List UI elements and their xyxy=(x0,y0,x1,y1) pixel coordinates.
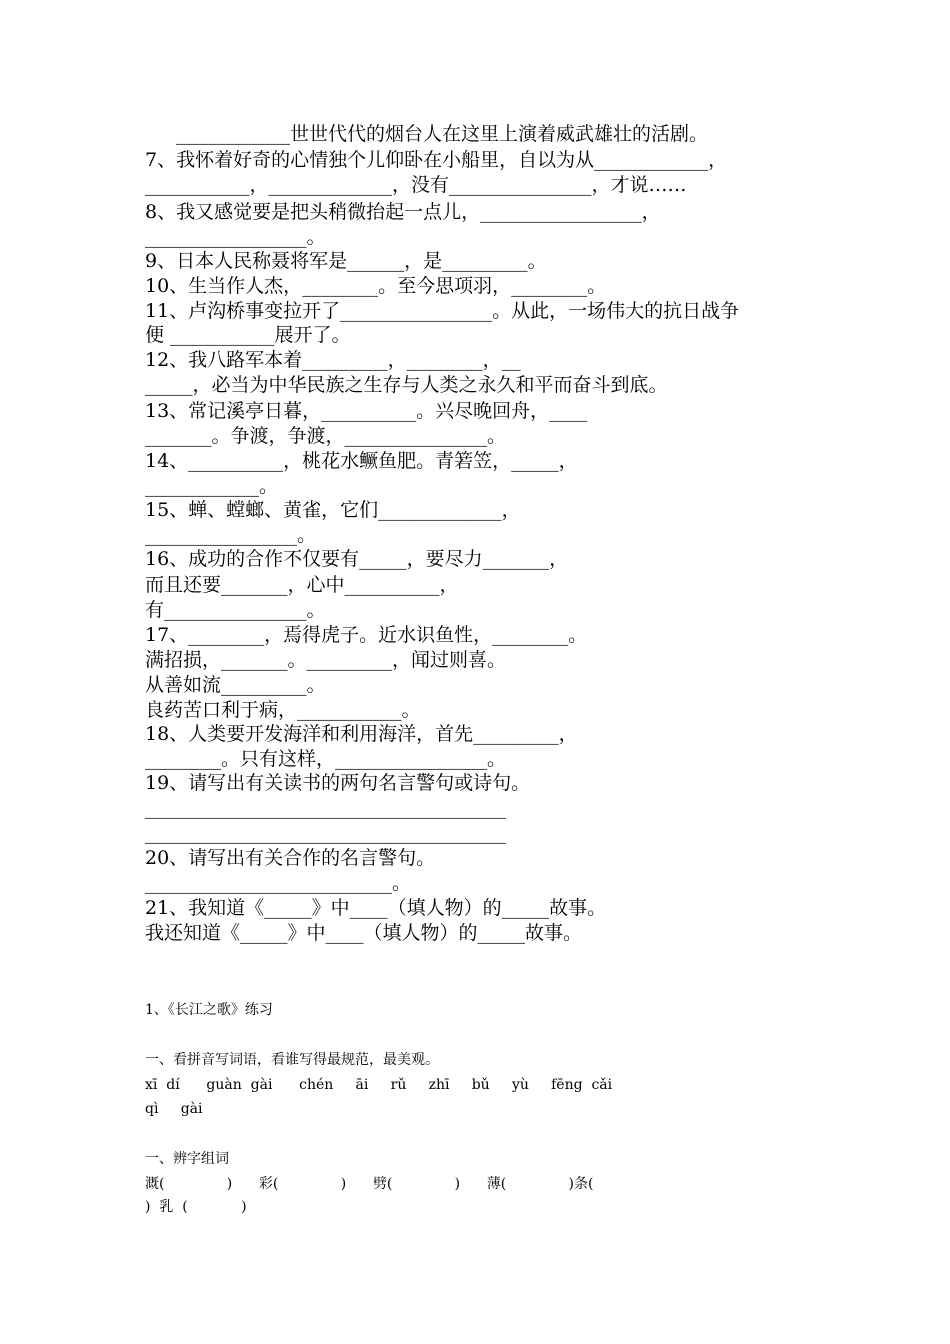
question-10: 10、生当作人杰，________。至今思项羽，________。 xyxy=(145,275,607,297)
section-heading-chars: 一、辨字组词 xyxy=(145,1151,229,1167)
char-row: ) 乳 ( ) xyxy=(145,1199,247,1215)
pinyin-row: qì gài xyxy=(145,1101,203,1117)
answer-line: ______________________________________ xyxy=(145,797,506,819)
question-line: _________________。 xyxy=(145,226,326,248)
question-11: 11、卢沟桥事变拉开了________________。从此，一场伟大的抗日战争 xyxy=(145,300,740,322)
question-18: 18、人类要开发海洋和利用海洋，首先_________， xyxy=(145,723,578,745)
question-17: 17、________，焉得虎子。近水识鱼性，________。 xyxy=(145,624,588,646)
question-line: 我还知道《_____》中____（填人物）的_____故事。 xyxy=(145,922,583,944)
lesson-title: 1、《长江之歌》练习 xyxy=(145,1002,273,1018)
question-16: 16、成功的合作不仅要有_____，要尽力_______， xyxy=(145,548,569,570)
section-heading-pinyin: 一、看拼音写词语，看谁写得最规范，最美观。 xyxy=(145,1052,439,1068)
question-8: 8、我又感觉要是把头稍微抬起一点儿，_________________， xyxy=(145,201,661,223)
question-line: 良药苦口利于病，___________。 xyxy=(145,699,421,721)
question-15: 15、蝉、螳螂、黄雀，它们_____________， xyxy=(145,499,521,521)
pinyin-row: xī dí guàn gài chén āi rǔ zhī bǔ yù fēng cǎi xyxy=(145,1077,613,1093)
question-line: ___________，_____________，没有_______________，才说…… xyxy=(145,174,687,196)
question-line: 从善如流_________。 xyxy=(145,674,326,696)
char-row: 溉( ) 彩( ) 劈( ) 薄( )条( xyxy=(145,1176,594,1192)
question-line: _____，必当为中华民族之生存与人类之永久和平而奋斗到底。 xyxy=(145,374,668,396)
question-line: 而且还要_______，心中__________， xyxy=(145,574,459,596)
question-line: 有_______________。 xyxy=(145,599,326,621)
question-line: ________。只有这样，________________。 xyxy=(145,748,507,770)
question-19: 19、请写出有关读书的两句名言警句或诗句。 xyxy=(145,772,531,794)
question-line: ____________世世代代的烟台人在这里上演着威武雄壮的活剧。 xyxy=(176,123,709,145)
question-13: 13、常记溪亭日暮，__________。兴尽晚回舟，____ xyxy=(145,400,588,422)
question-line: _______。争渡，争渡，_______________。 xyxy=(145,425,507,447)
question-12: 12、我八路军本着_________，________，__ xyxy=(145,349,521,371)
question-14: 14、__________，桃花水鳜鱼肥。青箬笠，_____， xyxy=(145,450,578,472)
question-9: 9、日本人民称聂将军是______，是_________。 xyxy=(145,250,547,272)
answer-line: ______________________________________ xyxy=(145,822,506,844)
question-20: 20、请写出有关合作的名言警句。 xyxy=(145,847,436,869)
question-line: 便 ___________展开了。 xyxy=(145,324,351,346)
question-7: 7、我怀着好奇的心情独个儿仰卧在小船里，自以为从____________， xyxy=(145,149,728,171)
answer-line: __________________________。 xyxy=(145,872,412,894)
question-line: ________________。 xyxy=(145,524,317,546)
question-21: 21、我知道《_____》中____（填人物）的_____故事。 xyxy=(145,897,607,919)
question-line: 满招损，_______。_________，闻过则喜。 xyxy=(145,649,507,671)
question-line: ____________。 xyxy=(145,475,279,497)
